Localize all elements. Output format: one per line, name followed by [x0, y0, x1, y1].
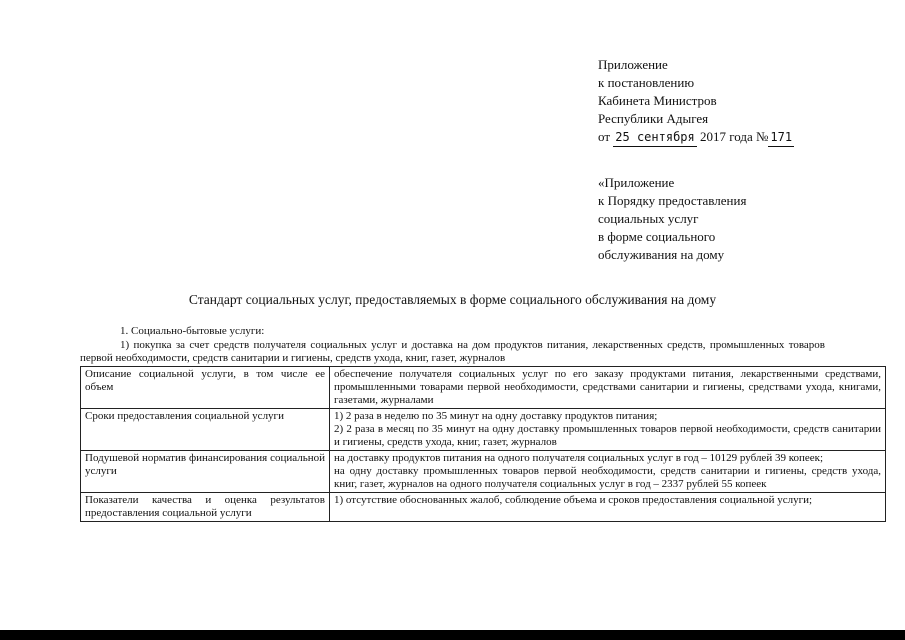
- value-line: на одну доставку промышленных товаров первой необходимости, средств санитарии и гигиены, средств ухода, книг, газет, журналов на одного получателя социальных услуг в год – 2337 рублей 55 копеек: [334, 465, 881, 490]
- header-line: Приложение: [598, 57, 668, 72]
- value-line: 2) 2 раза в месяц по 35 минут на одну доставку промышленных товаров первой необходимости, средств санитарии и гигиены, средств ухода, книг, газет, журналов: [334, 423, 881, 448]
- handwritten-date: 25 сентября: [613, 128, 696, 147]
- header-line: к Порядку предоставления: [598, 193, 747, 208]
- row-value: [330, 451, 886, 493]
- table-row: [81, 493, 886, 522]
- header-line: «Приложение: [598, 175, 675, 190]
- appendix-header: [598, 56, 794, 147]
- table-row: [81, 409, 886, 451]
- order-appendix-header: [598, 174, 746, 264]
- header-line: Кабинета Министров: [598, 93, 717, 108]
- row-label: Подушевой норматив финансирования социальной услуги: [81, 451, 330, 493]
- header-line: в форме социального: [598, 229, 716, 244]
- row-value: [330, 493, 886, 522]
- header-date-line: [598, 128, 794, 147]
- row-label: Сроки предоставления социальной услуги: [81, 409, 330, 451]
- row-label: Показатели качества и оценка результатов предоставления социальной услуги: [81, 493, 330, 522]
- handwritten-number: 171: [768, 128, 794, 147]
- header-line: обслуживания на дому: [598, 247, 725, 262]
- section-heading: 1. Социально-бытовые услуги:: [120, 325, 265, 337]
- value-line: на доставку продуктов питания на одного получателя социальных услуг в год – 10129 рублей 39 копеек;: [334, 452, 824, 464]
- standard-table: [80, 366, 886, 522]
- table-row: [81, 451, 886, 493]
- row-label: Описание социальной услуги, в том числе ее объем: [81, 367, 330, 409]
- header-line: социальных услуг: [598, 211, 699, 226]
- table-row: [81, 367, 886, 409]
- date-year: 2017 года №: [700, 129, 769, 144]
- scan-border: [0, 630, 905, 640]
- item-description: 1) покупка за счет средств получателя социальных услуг и доставка на дом продуктов питания, лекарственных средств, промышленных товаров первой необходимости, средств санитарии и гигиены, средств ухода, книг, газет, журналов: [80, 339, 825, 364]
- value-line: 1) 2 раза в неделю по 35 минут на одну доставку продуктов питания;: [334, 410, 658, 422]
- row-value: [330, 409, 886, 451]
- header-line: к постановлению: [598, 75, 695, 90]
- date-prefix: от: [598, 129, 611, 144]
- row-value: [330, 367, 886, 409]
- header-line: Республики Адыгея: [598, 111, 709, 126]
- document-title: Стандарт социальных услуг, предоставляемых в форме социального обслуживания на дому: [188, 292, 717, 307]
- value-line: обеспечение получателя социальных услуг по его заказу продуктами питания, лекарственными средствами, промышленными товарами первой необходимости, средствами санитарии и гигиены, средствами ухода, книгами, газетами, журналами: [334, 368, 881, 406]
- value-line: 1) отсутствие обоснованных жалоб, соблюдение объема и сроков предоставления социальной услуги;: [334, 494, 813, 506]
